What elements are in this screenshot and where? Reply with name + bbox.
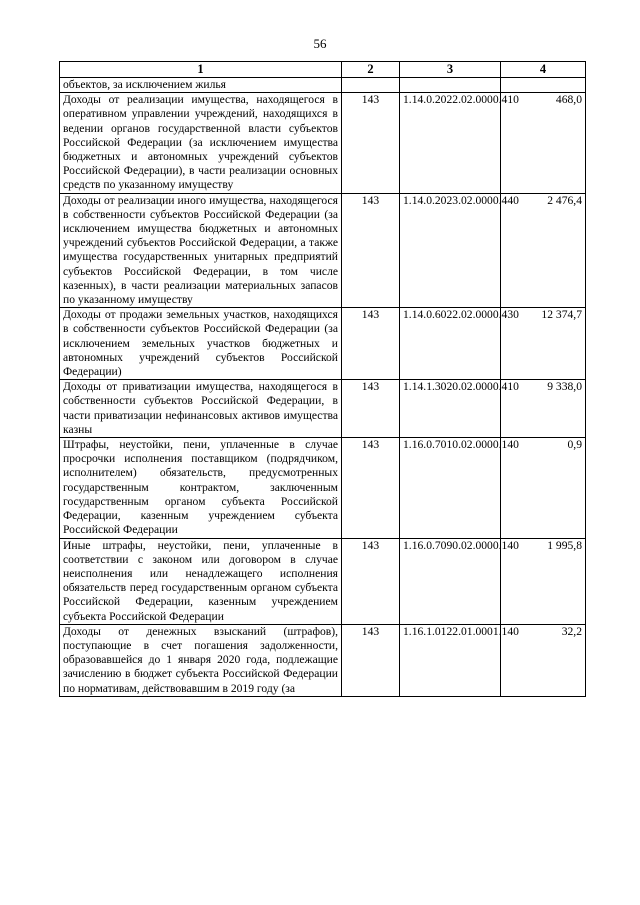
- row-budget-code: 1.14.0.2023.02.0000.440: [400, 193, 501, 308]
- row-budget-code: 1.16.0.7090.02.0000.140: [400, 538, 501, 624]
- row-description: Доходы от приватизации имущества, находящегося в собственности субъектов Российской Федерации, в части приватизации нефинансовых активов имущества казны: [60, 380, 342, 438]
- row-description: Доходы от продажи земельных участков, находящихся в собственности субъектов Российской Федерации (за исключением земельных участков бюджетных и автономных учреждений субъектов Российской Федерации): [60, 308, 342, 380]
- table-header-row: [60, 62, 586, 78]
- column-header: 3: [400, 62, 501, 78]
- row-budget-code: [400, 78, 501, 93]
- revenue-table: [59, 61, 586, 697]
- row-admin-code: 143: [342, 624, 400, 696]
- table-row: [60, 438, 586, 538]
- table-row: [60, 193, 586, 308]
- column-header: 1: [60, 62, 342, 78]
- row-admin-code: 143: [342, 308, 400, 380]
- row-amount: [501, 78, 586, 93]
- column-header: 4: [501, 62, 586, 78]
- table-row: [60, 380, 586, 438]
- row-description: Иные штрафы, неустойки, пени, уплаченные в соответствии с законом или договором в случае неисполнения или ненадлежащего исполнения обязательств перед государственным органом субъекта Российской Федерации, казенным учреждением субъекта Российской Федерации: [60, 538, 342, 624]
- table-row: [60, 93, 586, 193]
- row-admin-code: 143: [342, 93, 400, 193]
- row-description: объектов, за исключением жилья: [60, 78, 342, 93]
- table-row: [60, 78, 586, 93]
- row-description: Доходы от денежных взысканий (штрафов), поступающие в счет погашения задолженности, образовавшейся до 1 января 2020 года, подлежащие зачислению в бюджет субъекта Российской Федерации по нормативам, действовавшим в 2019 году (за: [60, 624, 342, 696]
- row-budget-code: 1.16.0.7010.02.0000.140: [400, 438, 501, 538]
- row-admin-code: [342, 78, 400, 93]
- row-description: Доходы от реализации имущества, находящегося в оперативном управлении учреждений, находящихся в ведении органов государственной власти субъектов Российской Федерации (за исключением имущества бюджетных и автономных учреждений субъектов Российской Федерации), в части реализации основных средств по указанному имуществу: [60, 93, 342, 193]
- row-admin-code: 143: [342, 193, 400, 308]
- row-amount: 32,2: [501, 624, 586, 696]
- row-amount: 2 476,4: [501, 193, 586, 308]
- row-amount: 12 374,7: [501, 308, 586, 380]
- row-budget-code: 1.14.0.6022.02.0000.430: [400, 308, 501, 380]
- row-amount: 468,0: [501, 93, 586, 193]
- column-header: 2: [342, 62, 400, 78]
- row-description: Штрафы, неустойки, пени, уплаченные в случае просрочки исполнения поставщиком (подрядчиком, исполнителем) обязательств, предусмотренных государственным контрактом, заключенным государственным органом субъекта Российской Федерации, казенным учреждением субъекта Российской Федерации: [60, 438, 342, 538]
- row-description: Доходы от реализации иного имущества, находящегося в собственности субъектов Российской Федерации (за исключением имущества бюджетных и автономных учреждений субъектов Российской Федерации, а также имущества государственных унитарных предприятий субъектов Российской Федерации, в том числе казенных), в части реализации материальных запасов по указанному имуществу: [60, 193, 342, 308]
- page-number: 56: [313, 36, 327, 51]
- row-amount: 0,9: [501, 438, 586, 538]
- row-admin-code: 143: [342, 438, 400, 538]
- table-row: [60, 538, 586, 624]
- row-amount: 1 995,8: [501, 538, 586, 624]
- row-budget-code: 1.14.0.2022.02.0000.410: [400, 93, 501, 193]
- row-budget-code: 1.16.1.0122.01.0001.140: [400, 624, 501, 696]
- row-admin-code: 143: [342, 380, 400, 438]
- row-amount: 9 338,0: [501, 380, 586, 438]
- table-row: [60, 308, 586, 380]
- row-admin-code: 143: [342, 538, 400, 624]
- row-budget-code: 1.14.1.3020.02.0000.410: [400, 380, 501, 438]
- table-row: [60, 624, 586, 696]
